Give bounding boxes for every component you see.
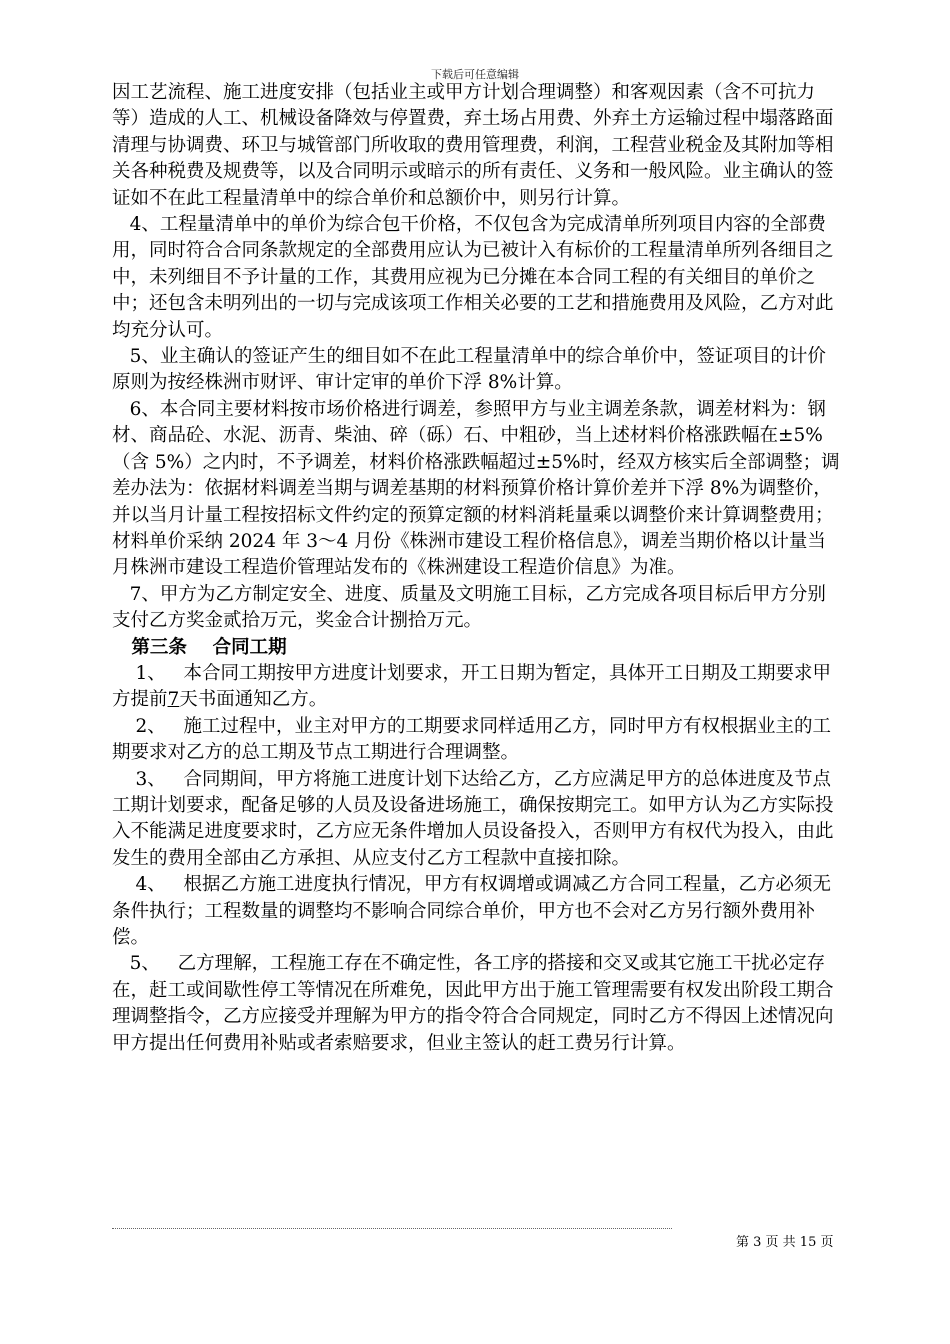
clause-5: 5、 乙方理解，工程施工存在不确定性，各工序的搭接和交叉或其它施工干扰必定存在，赶工或间歇性停工等情况在所难免，因此甲方出于施工管理需要有权发出阶段工期合理调整指令，乙方应接受并理解为甲方的指令符合合同规定，同时乙方不得因上述情况向甲方提出任何费用补贴或者索赔要求，但业主签认的赶工费另行计算。 <box>112 953 834 1054</box>
footer-divider <box>112 1228 672 1229</box>
paragraph-cost-scope: 因工艺流程、施工进度安排（包括业主或甲方计划合理调整）和客观因素（含不可抗力等）造成的人工、机械设备降效与停置费，弃土场占用费、外弃土方运输过程中塌落路面清理与协调费、环卫与城管部门所收取的费用管理费，利润，工程营业税金及其附加等相关各种税费及规费等，以及合同明示或暗示的所有责任、义务和一般风险。业主确认的签证如不在此工程量清单中的综合单价和总额价中，则另行计算。 <box>112 82 834 209</box>
clause-3: 3、 合同期间，甲方将施工进度计划下达给乙方，乙方应满足甲方的总体进度及节点工期计划要求，配备足够的人员及设备进场施工，确保按期完工。如甲方认为乙方实际投入不能满足进度要求时，乙方应无条件增加人员设备投入，否则甲方有权代为投入，由此发生的费用全部由乙方承担、从应支付乙方工程款中直接扣除。 <box>112 768 834 869</box>
document-body <box>112 80 840 1057</box>
clause-1-after: 天书面通知乙方。 <box>179 689 328 711</box>
paragraph-item-6: 6、本合同主要材料按市场价格进行调差，参照甲方与业主调差条款，调差材料为：钢材、商品砼、水泥、沥青、柴油、碎（砾）石、中粗砂，当上述材料价格涨跌幅在±5%（含 5%）之内时，不予调差，材料价格涨跌幅超过±5%时，经双方核实后全部调整；调差办法为：依据材料调差当期与调差基期的材料预算价格计算价差并下浮 8%为调整价，并以当月计量工程按招标文件约定的预算定额的材料消耗量乘以调整价来计算调整费用；材料单价采纳 2024 年 3～4 月份《株洲市建设工程价格信息》，调差当期价格以计量当月株洲市建设工程造价管理站发布的《株洲建设工程造价信息》为准。 <box>112 398 840 579</box>
clause-1-days: 7 <box>167 689 180 711</box>
paragraph-item-7: 7、甲方为乙方制定安全、进度、质量及文明施工目标，乙方完成各项目标后甲方分别支付乙方奖金贰拾万元，奖金合计捌拾万元。 <box>112 583 826 632</box>
page-number: 第 3 页 共 15 页 <box>736 1235 834 1250</box>
paragraph-item-5: 5、业主确认的签证产生的细目如不在此工程量清单中的综合单价中，签证项目的计价原则为按经株洲市财评、审计定审的单价下浮 8%计算。 <box>112 346 826 394</box>
clause-4: 4、 根据乙方施工进度执行情况，甲方有权调增或调减乙方合同工程量，乙方必须无条件执行；工程数量的调整均不影响合同综合单价，甲方也不会对乙方另行额外费用补偿。 <box>112 874 831 948</box>
section-heading-article-3: 第三条 合同工期 <box>112 636 287 658</box>
clause-2: 2、 施工过程中，业主对甲方的工期要求同样适用乙方，同时甲方有权根据业主的工期要求对乙方的总工期及节点工期进行合理调整。 <box>112 715 831 764</box>
paragraph-item-4: 4、工程量清单中的单价为综合包干价格，不仅包含为完成清单所列项目内容的全部费用，同时符合合同条款规定的全部费用应认为已被计入有标价的工程量清单所列各细目之中，未列细目不予计量的工作，其费用应视为已分摊在本合同工程的有关细目的单价之中；还包含未明列出的一切与完成该项工作相关必要的工艺和措施费用及风险，乙方对此均充分认可。 <box>112 214 834 341</box>
clause-1-before: 1、 本合同工期按甲方进度计划要求，开工日期为暂定，具体开工日期及工期要求甲方提前 <box>112 662 831 711</box>
header-note: 下载后可任意编辑 <box>431 68 519 81</box>
clause-1 <box>112 661 840 714</box>
